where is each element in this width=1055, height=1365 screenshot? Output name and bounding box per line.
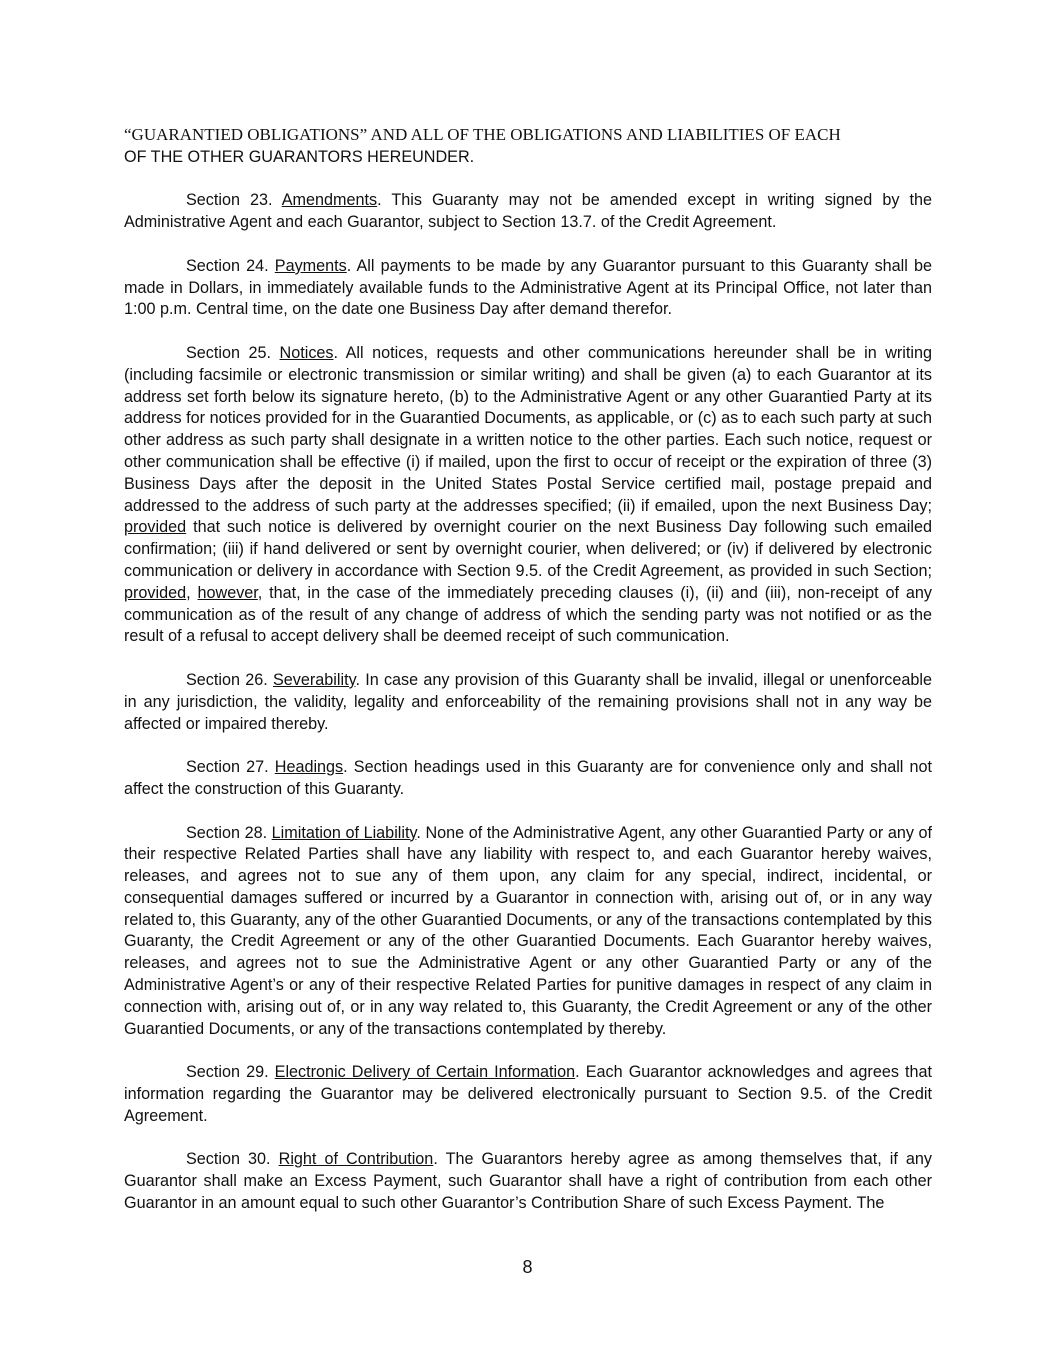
section-24 <box>124 256 932 321</box>
section-body: . Each Guarantor acknowledges and agrees that information regarding the Guarantor may be delivered electronically pursuant to Section 9.5. of the Credit Agreement. <box>124 1063 932 1125</box>
section-heading: Amendments <box>281 191 378 210</box>
section-23 <box>124 190 932 234</box>
section-heading: Headings <box>274 758 344 777</box>
section-28 <box>124 823 932 1041</box>
section-number: Section 23. <box>186 191 273 210</box>
intro-line-1: “GUARANTIED OBLIGATIONS” AND ALL OF THE OBLIGATIONS AND LIABILITIES OF EACH <box>124 125 841 144</box>
section-heading: Severability <box>273 670 356 689</box>
provided-term: provided <box>124 518 187 537</box>
section-29 <box>124 1062 932 1127</box>
section-heading: Limitation of Liability <box>271 823 417 842</box>
section-body: . All payments to be made by any Guarantor pursuant to this Guaranty shall be made in Dollars, in immediately available funds to the Administrative Agent at its Principal Office, not later than 1:00 p.m. Central time, on the date one Business Day after demand therefor. <box>124 256 933 319</box>
section-number: Section 29. <box>186 1063 269 1082</box>
provided-term: provided <box>124 583 187 602</box>
section-heading: Payments <box>274 256 347 275</box>
separator: , <box>186 583 198 602</box>
section-number: Section 26. <box>186 670 268 689</box>
section-heading: Notices <box>279 343 334 362</box>
section-number: Section 28. <box>186 823 268 842</box>
page-number: 8 <box>522 1257 533 1277</box>
section-25 <box>124 343 932 648</box>
section-body: . All notices, requests and other communications hereunder shall be in writing (including facsimile or electronic transmission or similar writing) and shall be given (a) to each Guarantor at its address set forth below its signature hereto, (b) to the Administrative Agent or any other Guarantied Party at its address for notices provided for in the Guarantied Documents, as applicable, or (c) as to each such party at such other address as such party shall designate in a written notice to the other parties. Each such notice, request or other communication shall be effective (i) if mailed, upon the first to occur of receipt or the expiration of three (3) Business Days after the deposit in the United States Postal Service certified mail, postage prepaid and addressed to the address of such party at the addresses specified; (ii) if emailed, upon the next Business Day; <box>124 343 932 515</box>
section-26 <box>124 670 932 735</box>
section-heading: Right of Contribution <box>278 1150 434 1169</box>
section-body: . This Guaranty may not be amended except in writing signed by the Administrative Agent and each Guarantor, subject to Section 13.7. of the Credit Agreement. <box>124 191 932 232</box>
section-body: . None of the Administrative Agent, any other Guarantied Party or any of their respective Related Parties shall have any liability with respect to, and each Guarantor hereby waives, releases, and agrees not to sue any of them upon, any claim for any special, indirect, incidental, or consequential damages suffered or incurred by a Guarantor in connection with, arising out of, or in any way related to, this Guaranty, any of the other Guarantied Documents, or any of the transactions contemplated by this Guaranty, the Credit Agreement or any of the other Guarantied Documents. Each Guarantor hereby waives, releases, and agrees not to sue the Administrative Agent or any other Guarantied Party or any of the Administrative Agent’s or any of their respective Related Parties for punitive damages in respect of any claim in connection with, arising out of, or in any way related to, this Guaranty, the Credit Agreement or any of the other Guarantied Documents, or any of the transactions contemplated by thereby. <box>124 823 932 1038</box>
section-heading: Electronic Delivery of Certain Information <box>274 1063 576 1082</box>
document-page <box>124 124 932 1215</box>
section-body: . Section headings used in this Guaranty are for convenience only and shall not affect the construction of this Guaranty. <box>124 758 933 798</box>
section-number: Section 25. <box>186 343 272 362</box>
section-number: Section 30. <box>186 1150 271 1169</box>
however-term: however <box>197 583 258 602</box>
intro-line-2: OF THE OTHER GUARANTORS HEREUNDER. <box>124 147 475 166</box>
section-30 <box>124 1149 932 1214</box>
section-body: . In case any provision of this Guaranty shall be invalid, illegal or unenforceable in any jurisdiction, the validity, legality and enforceability of the remaining provisions shall not in any way be affected or impaired thereby. <box>124 670 933 733</box>
intro-paragraph <box>124 124 932 169</box>
section-number: Section 27. <box>186 758 269 777</box>
section-number: Section 24. <box>186 256 269 275</box>
section-body: . The Guarantors hereby agree as among themselves that, if any Guarantor shall make an Excess Payment, such Guarantor shall have a right of contribution from each other Guarantor in an amount equal to such other Guarantor’s Contribution Share of such Excess Payment. The <box>124 1150 932 1213</box>
section-body: that such notice is delivered by overnight courier on the next Business Day following such emailed confirmation; (iii) if hand delivered or sent by overnight courier, when delivered; or (iv) if delivered by electronic communication or delivery in accordance with Section 9.5. of the Credit Agreement, as provided in such Section; <box>124 518 932 580</box>
section-body: , that, in the case of the immediately preceding clauses (i), (ii) and (iii), non-receipt of any communication as of the result of any change of address of which the sending party was not notified or as the result of a refusal to accept delivery shall be deemed receipt of such communication. <box>124 583 933 646</box>
section-27 <box>124 757 932 801</box>
